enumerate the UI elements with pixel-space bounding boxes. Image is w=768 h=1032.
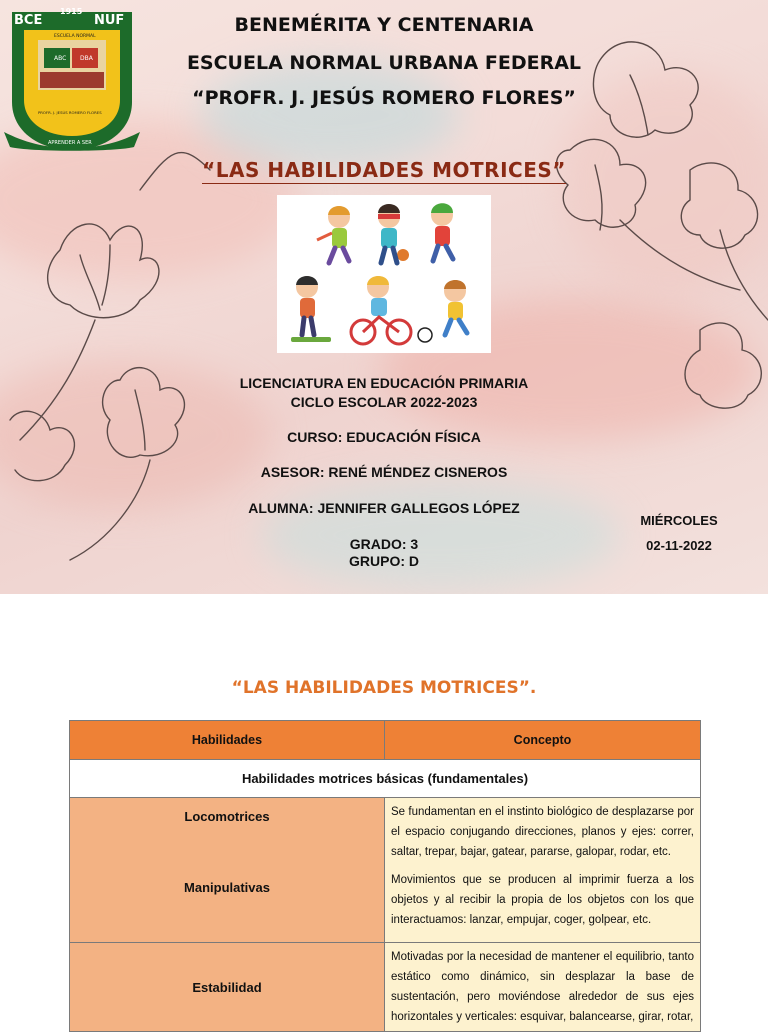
date-text: 02-11-2022 bbox=[646, 538, 712, 553]
student-text: ALUMNA: JENNIFER GALLEGOS LÓPEZ bbox=[248, 500, 520, 516]
concept-estabilidad: Motivadas por la necesidad de mantener el equilibrio, tanto estático como dinámico, sin desplazar la base de sustentación, pero moviéndose alrededor de sus ejes horizontales y verticales: esquivar, balancearse, girar, rotar, bbox=[385, 943, 701, 1032]
label-cell bbox=[70, 798, 385, 943]
subheader-cell: Habilidades motrices básicas (fundamentales) bbox=[70, 760, 701, 798]
header-habilidades: Habilidades bbox=[70, 721, 385, 760]
kids-sports-illustration bbox=[277, 195, 491, 353]
concept-locomotrices: Se fundamentan en el instinto biológico de desplazarse por el espacio conjugando direcciones, planos y ejes: correr, saltar, trepar, bajar, gatear, pararse, galopar, rodar, etc. bbox=[391, 806, 694, 858]
logo-bottom: PROFR. J. JESÚS ROMERO FLORES bbox=[38, 110, 102, 115]
cycle-text: CICLO ESCOLAR 2022-2023 bbox=[290, 394, 478, 410]
logo-book-left: ABC bbox=[54, 55, 67, 62]
label-locomotrices: Locomotrices bbox=[184, 809, 270, 824]
group-text: GRUPO: D bbox=[349, 553, 419, 569]
program-text: LICENCIATURA EN EDUCACIÓN PRIMARIA bbox=[239, 375, 529, 391]
cover-title-text: “LAS HABILIDADES MOTRICES” bbox=[202, 158, 566, 182]
skills-table bbox=[69, 720, 701, 1032]
logo-motto: APRENDER A SER bbox=[48, 140, 92, 146]
advisor-text: ASESOR: RENÉ MÉNDEZ CISNEROS bbox=[260, 464, 508, 480]
header-line-2: ESCUELA NORMAL URBANA FEDERAL bbox=[186, 52, 582, 74]
day-text: MIÉRCOLES bbox=[640, 513, 718, 528]
header-line-3: “PROFR. J. JESÚS ROMERO FLORES” bbox=[192, 87, 576, 109]
header-line-1: BENEMÉRITA Y CENTENARIA bbox=[234, 14, 534, 36]
table-subheader-row bbox=[70, 760, 701, 798]
table-row bbox=[70, 943, 701, 1032]
cover-title bbox=[0, 158, 768, 182]
section-title: “LAS HABILIDADES MOTRICES”. bbox=[231, 678, 537, 698]
concept-manipulativas: Movimientos que se producen al imprimir fuerza a los objetos y al recibir la propia de los objetos con los que interactuamos: lanzar, empujar, coger, golpear, etc. bbox=[391, 874, 694, 926]
logo-inner-top: ESCUELA NORMAL bbox=[54, 34, 96, 39]
logo-year: 1915 bbox=[60, 7, 83, 16]
grade-text: GRADO: 3 bbox=[349, 536, 419, 552]
label-manipulativas: Manipulativas bbox=[184, 880, 270, 895]
concept-cell bbox=[385, 798, 701, 943]
logo-text-left: BCE bbox=[14, 13, 43, 28]
logo-book-right: DBA bbox=[80, 55, 93, 62]
course-text: CURSO: EDUCACIÓN FÍSICA bbox=[287, 429, 481, 445]
table-row bbox=[70, 798, 701, 943]
label-estabilidad: Estabilidad bbox=[70, 943, 385, 1032]
table-header-row bbox=[70, 721, 701, 760]
logo-text-right: NUF bbox=[94, 13, 125, 28]
header-concepto: Concepto bbox=[385, 721, 701, 760]
